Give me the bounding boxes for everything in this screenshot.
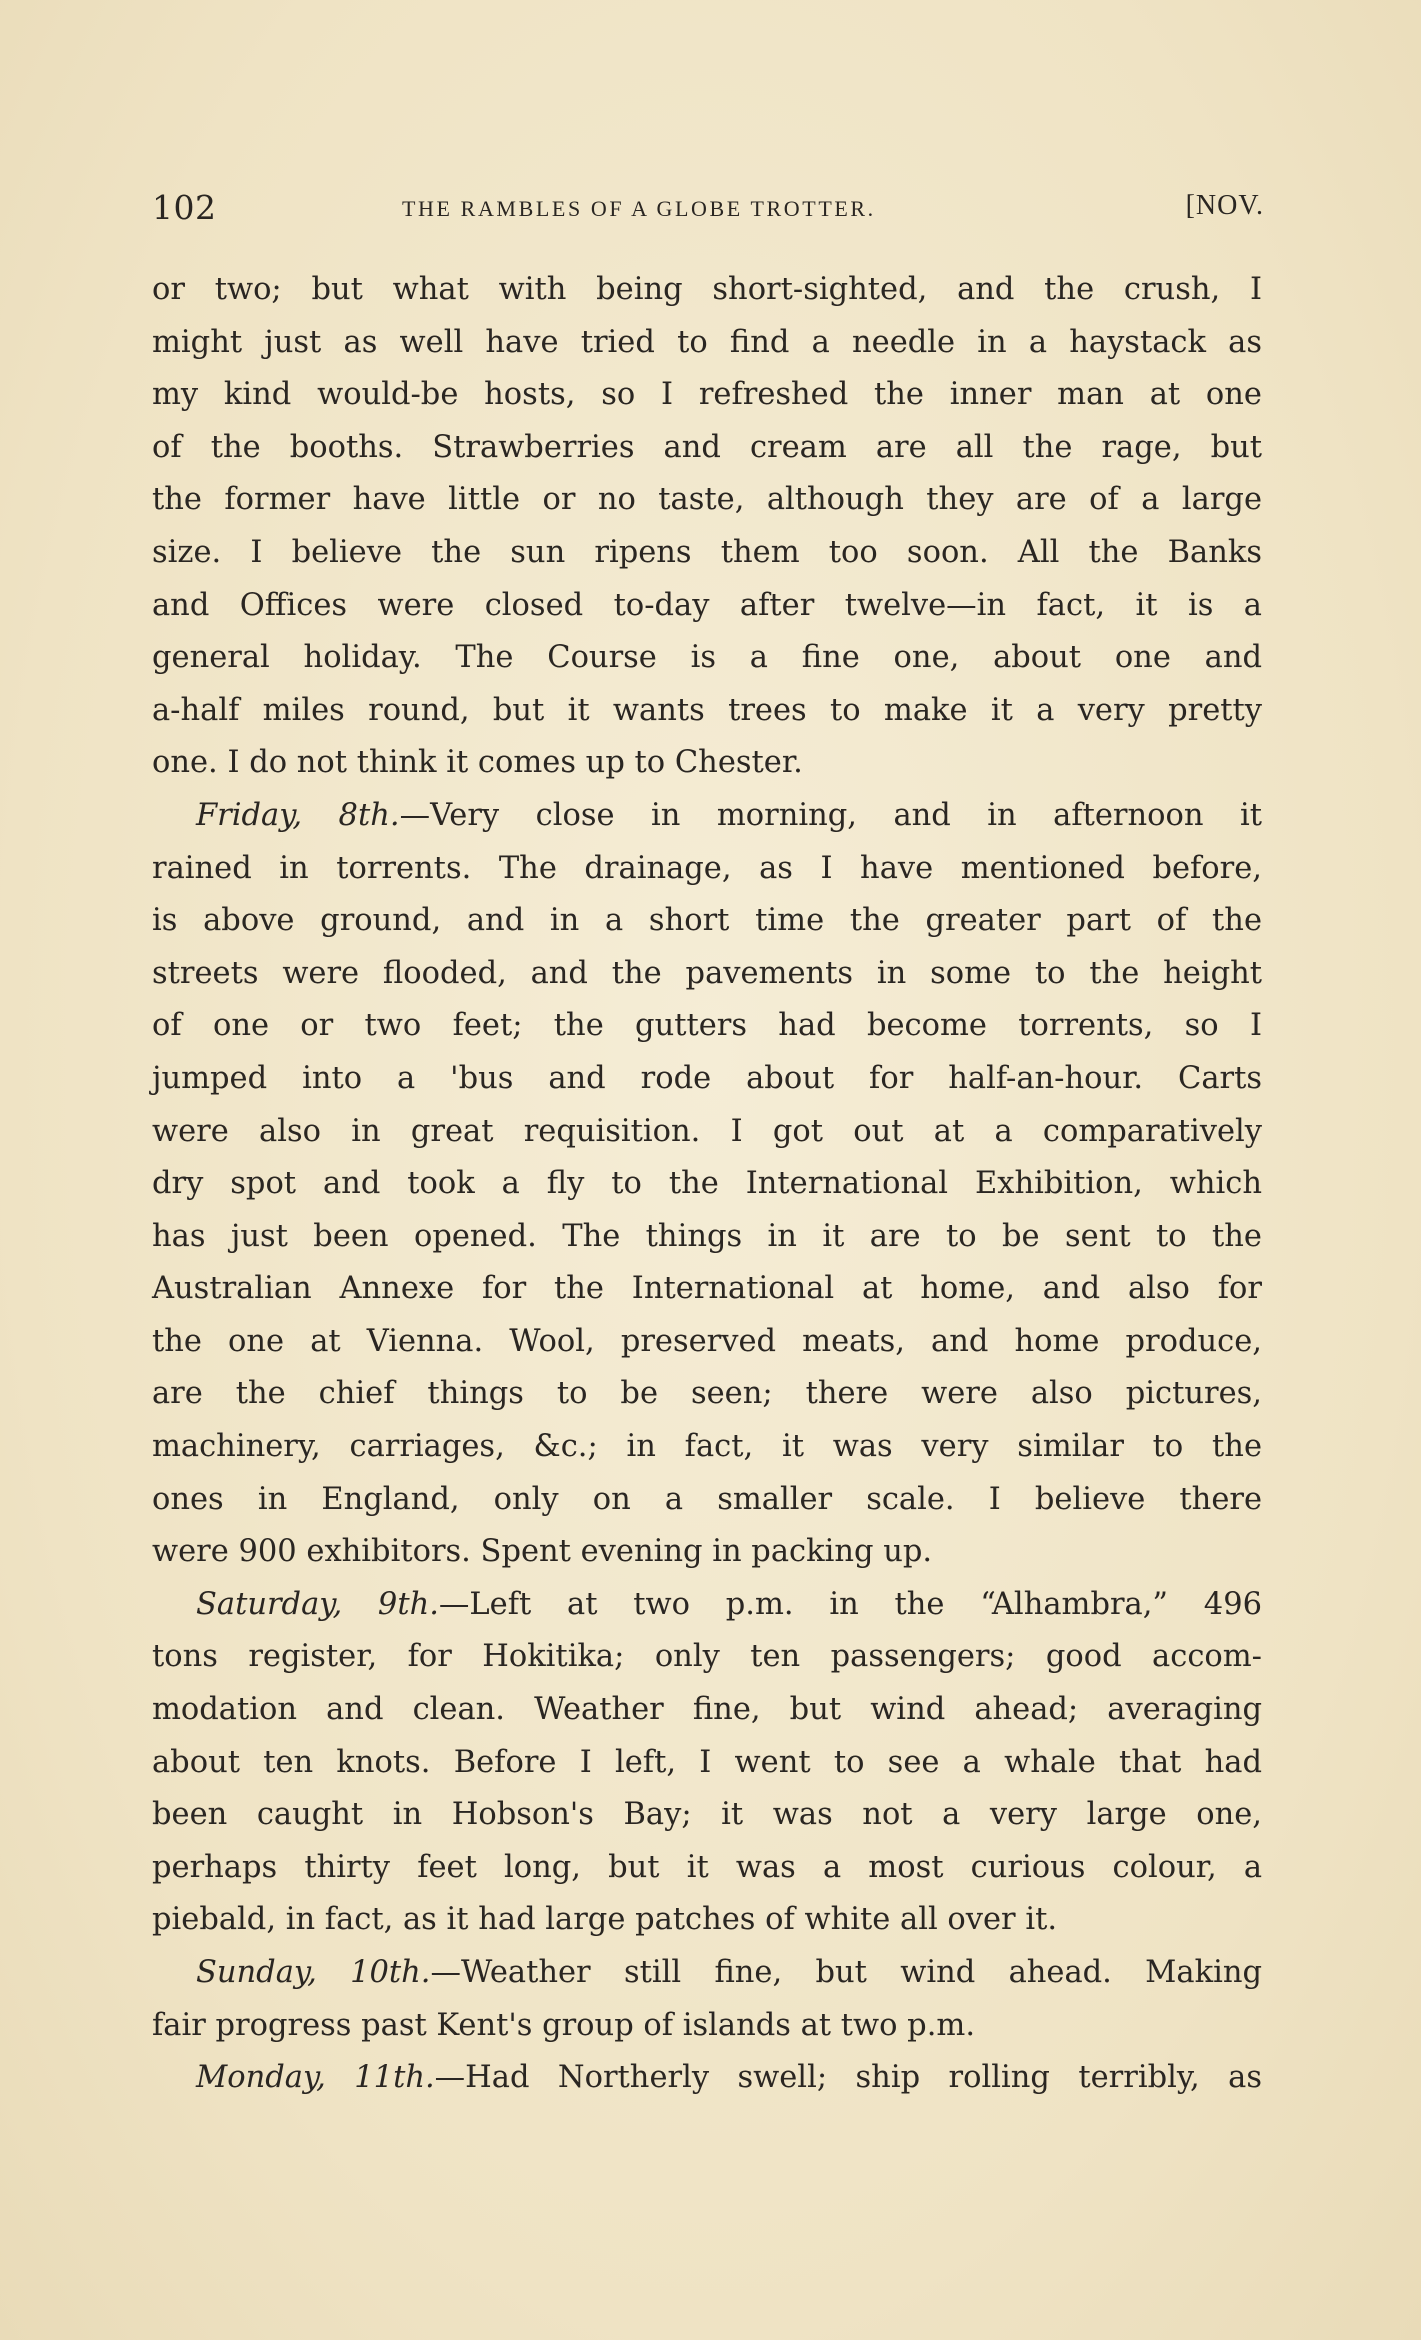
text-line: —Left at two p.m. in the “Alhambra,” 496 [438, 1586, 1262, 1622]
running-header [152, 188, 1264, 234]
text-line: perhaps thirty feet long, but it was a most curious colour, a [152, 1849, 1262, 1885]
entry-date: Sunday, 10th. [196, 1955, 431, 1990]
text-line: streets were flooded, and the pavements in some to the height [152, 955, 1262, 991]
text-line: been caught in Hobson's Bay; it was not a very large one, [152, 1797, 1262, 1833]
text-line: —Weather still fine, but wind ahead. Making [430, 1955, 1262, 1990]
text-line: fair progress past Kent's group of islands at two p.m. [152, 2007, 976, 2043]
text-line: were also in great requisition. I got out at a comparatively [152, 1113, 1262, 1149]
text-line: about ten knots. Before I left, I went to see a whale that had [152, 1744, 1262, 1780]
text-line: has just been opened. The things in it are to be sent to the [152, 1218, 1262, 1254]
text-line: piebald, in fact, as it had large patches of white all over it. [152, 1902, 1058, 1938]
entry-date: Friday, 8th. [196, 797, 400, 833]
text-line: —Very close in morning, and in afternoon it [399, 797, 1262, 833]
text-line: tons register, for Hokitika; only ten passengers; good accom- [152, 1639, 1262, 1675]
text-line: were 900 exhibitors. Spent evening in packing up. [152, 1534, 933, 1570]
paragraph-first-line [152, 1947, 1262, 2000]
page-number: 102 [152, 188, 217, 227]
text-line: jumped into a 'bus and rode about for half-an-hour. Carts [152, 1060, 1262, 1096]
text-line: rained in torrents. The drainage, as I have mentioned before, [152, 850, 1262, 886]
text-line: of one or two feet; the gutters had become torrents, so I [152, 1008, 1262, 1044]
text-line: —Had Northerly swell; ship rolling terribly, as [434, 2060, 1263, 2096]
text-line: general holiday. The Course is a fine one, about one and [152, 640, 1262, 676]
paragraph-first-line [152, 1579, 1262, 1632]
text-line: is above ground, and in a short time the greater part of the [152, 903, 1262, 939]
paragraph-first-line [152, 2052, 1262, 2105]
text-line: the one at Vienna. Wool, preserved meats, and home produce, [152, 1323, 1262, 1359]
text-line: my kind would-be hosts, so I refreshed the inner man at one [152, 377, 1262, 413]
paragraph-first-line [152, 790, 1262, 843]
text-line: a-half miles round, but it wants trees to make it a very pretty [152, 692, 1262, 728]
text-line: or two; but what with being short-sighted, and the crush, I [152, 272, 1262, 307]
text-line: machinery, carriages, &c.; in fact, it was very similar to the [152, 1429, 1262, 1465]
text-line: ones in England, only on a smaller scale. I believe there [152, 1481, 1262, 1517]
text-line: size. I believe the sun ripens them too soon. All the Banks [152, 534, 1262, 570]
text-line: and Offices were closed to-day after twelve—in fact, it is a [152, 587, 1262, 623]
text-line: of the booths. Strawberries and cream are all the rage, but [152, 429, 1262, 465]
entry-date: Monday, 11th. [196, 2060, 435, 2096]
text-line: modation and clean. Weather fine, but wind ahead; averaging [152, 1692, 1262, 1728]
text-line: the former have little or no taste, although they are of a large [152, 482, 1262, 518]
running-title: THE RAMBLES OF A GLOBE TROTTER. [402, 196, 876, 221]
running-month: [NOV. [1185, 190, 1264, 221]
text-line: one. I do not think it comes up to Chester. [152, 745, 803, 781]
text-line: are the chief things to be seen; there were also pictures, [152, 1376, 1262, 1412]
text-line: dry spot and took a fly to the International Exhibition, which [152, 1166, 1262, 1202]
body-text [152, 264, 1262, 2105]
text-line: might just as well have tried to find a needle in a haystack as [152, 324, 1262, 360]
entry-date: Saturday, 9th. [196, 1586, 439, 1622]
text-line: Australian Annexe for the International at home, and also for [152, 1271, 1262, 1307]
